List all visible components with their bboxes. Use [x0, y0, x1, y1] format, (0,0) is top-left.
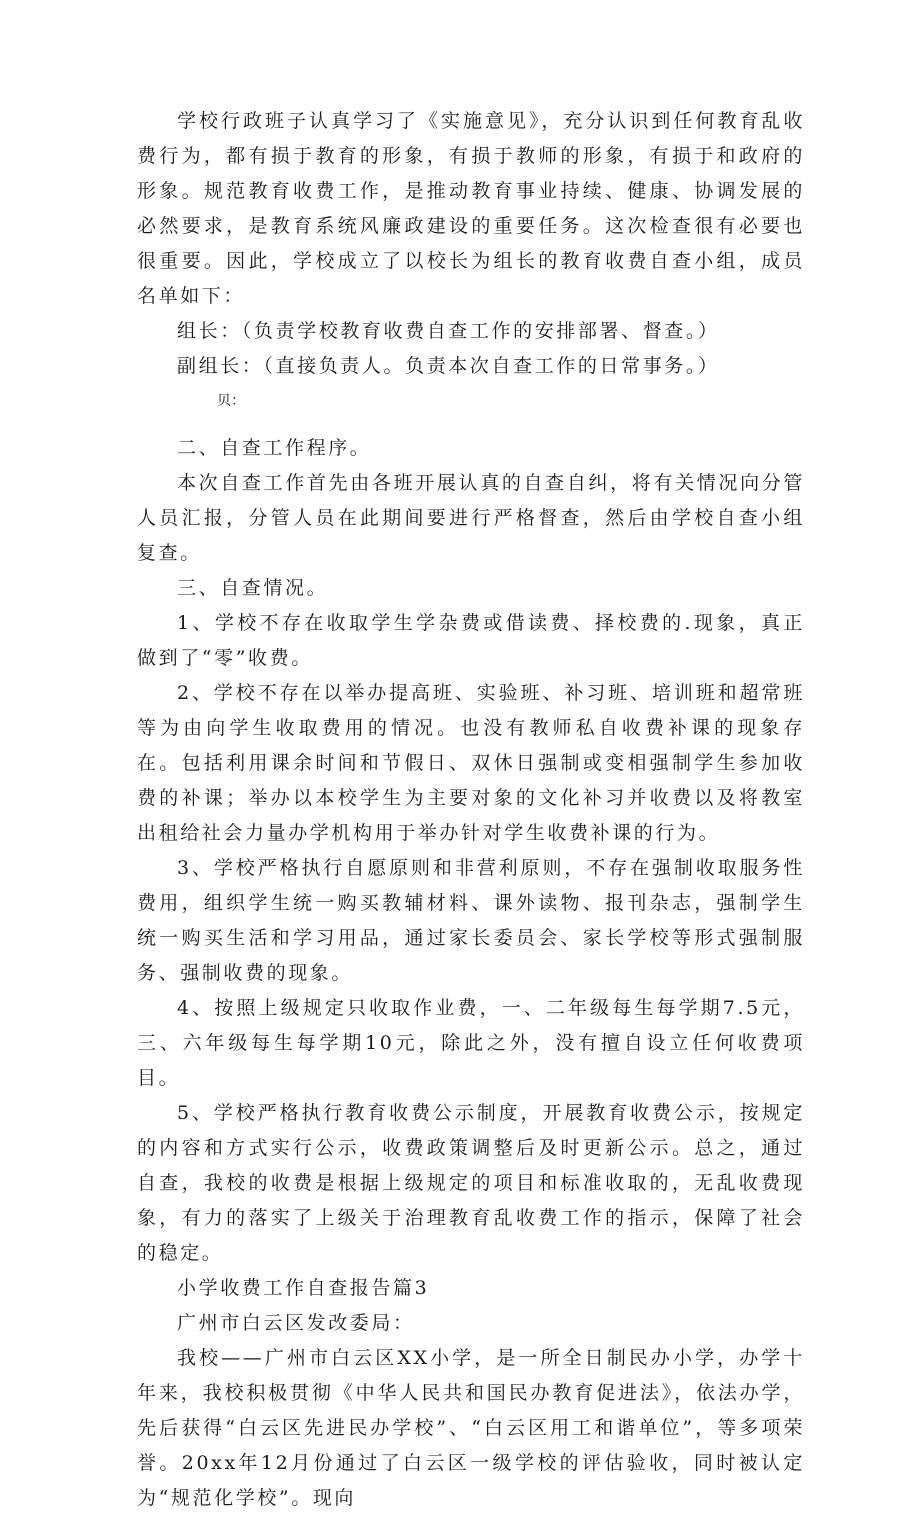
member-line: 贝：	[217, 393, 245, 409]
item-4-paragraph: 4、按照上级规定只收取作业费，一、二年级每生每学期7.5元，三、六年级每生每学期10元，除此之外，没有擅自设立任何收费项目。	[137, 997, 805, 1089]
item-5-paragraph: 5、学校严格执行教育收费公示制度，开展教育收费公示，按规定的内容和方式实行公示，收费政策调整后及时更新公示。总之，通过自查，我校的收费是根据上级规定的项目和标准收取的，无乱收费现象，有力的落实了上级关于治理教育乱收费工作的指示，保障了社会的稳定。	[137, 1102, 805, 1264]
group-leader-line: 组长：（负责学校教育收费自查工作的安排部署、督查。）	[177, 320, 720, 342]
intro-paragraph: 学校行政班子认真学习了《实施意见》，充分认识到任何教育乱收费行为，都有损于教育的形象，有损于教师的形象，有损于和政府的形象。规范教育收费工作，是推动教育事业持续、健康、协调发展的必然要求，是教育系统风廉政建设的重要任务。这次检查很有必要也很重要。因此，学校成立了以校长为组长的教育收费自查小组，成员名单如下：	[137, 110, 805, 307]
item-1-paragraph: 1、学校不存在收取学生学杂费或借读费、择校费的.现象，真正做到了“零”收费。	[137, 612, 805, 669]
document-body	[137, 104, 805, 1516]
report-title-line: 小学收费工作自查报告篇3	[177, 1277, 430, 1299]
section-heading-situation: 三、自查情况。	[177, 577, 329, 599]
item-3-paragraph: 3、学校严格执行自愿原则和非营利原则，不存在强制收取服务性费用，组织学生统一购买教辅材料、课外读物、报刊杂志，强制学生统一购买生活和学习用品，通过家长委员会、家长学校等形式强制服务、强制收费的现象。	[137, 857, 805, 984]
procedure-paragraph: 本次自查工作首先由各班开展认真的自查自纠，将有关情况向分管人员汇报，分管人员在此期间要进行严格督查，然后由学校自查小组复查。	[137, 472, 805, 564]
addressee-line: 广州市白云区发改委局：	[177, 1312, 415, 1334]
deputy-leader-line: 副组长：（直接负责人。负责本次自查工作的日常事务。）	[177, 355, 720, 377]
school-intro-paragraph: 我校——广州市白云区XX小学，是一所全日制民办小学，办学十年来，我校积极贯彻《中华人民共和国民办教育促进法》，依法办学，先后获得“白云区先进民办学校”、“白云区用工和谐单位”，等多项荣誉。20xx年12月份通过了白云区一级学校的评估验收，同时被认定为“规范化学校”。现向	[137, 1347, 805, 1509]
spacer	[137, 419, 805, 431]
section-heading-procedure: 二、自查工作程序。	[177, 437, 372, 459]
item-2-paragraph: 2、学校不存在以举办提高班、实验班、补习班、培训班和超常班等为由向学生收取费用的情况。也没有教师私自收费补课的现象存在。包括利用课余时间和节假日、双休日强制或变相强制学生参加收费的补课；举办以本校学生为主要对象的文化补习并收费以及将教室出租给社会力量办学机构用于举办针对学生收费补课的行为。	[137, 682, 805, 844]
